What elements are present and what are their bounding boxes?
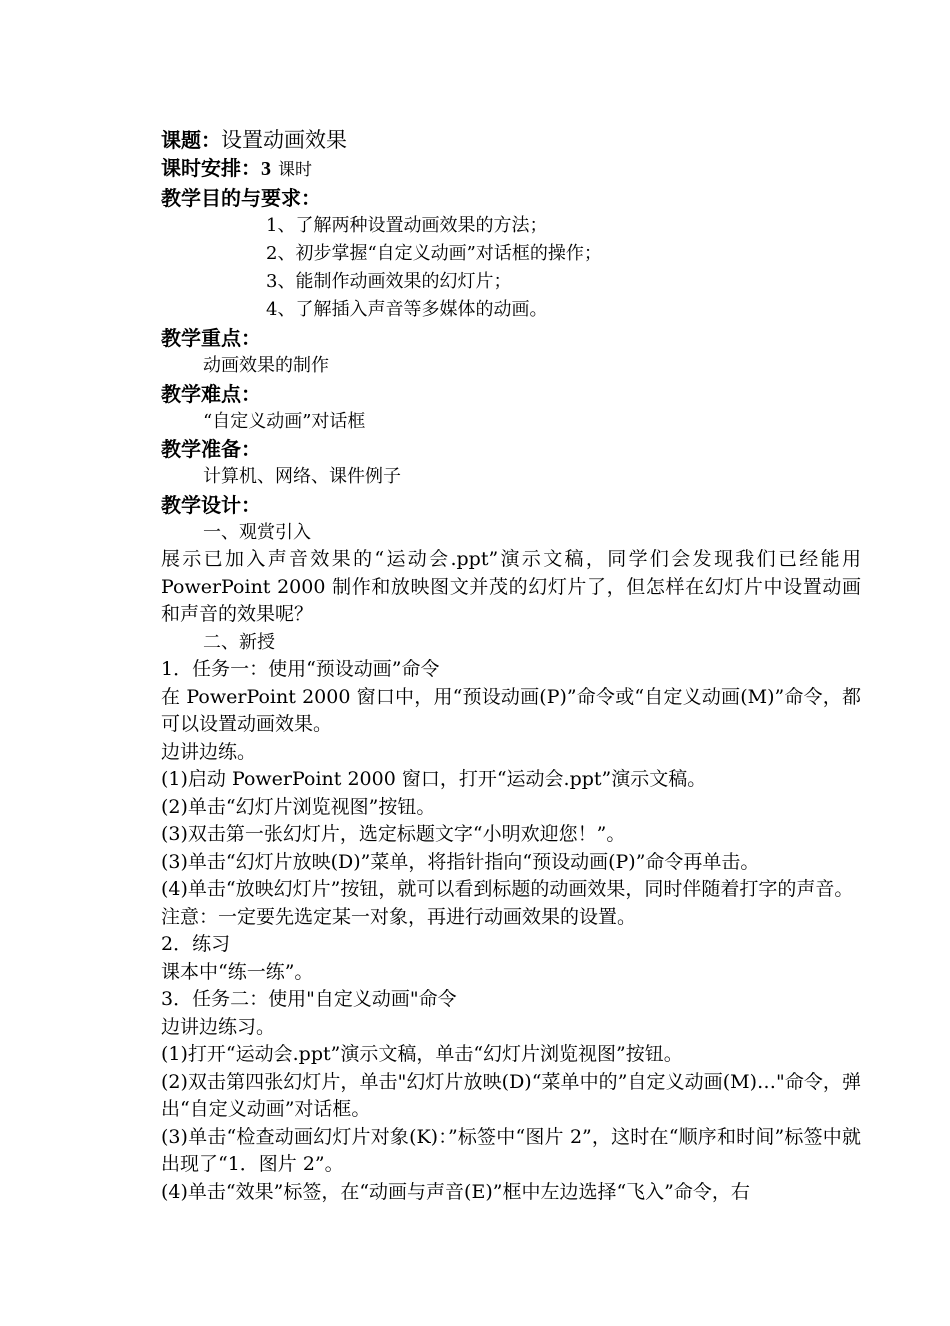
lesson-plan (161, 126, 861, 1206)
lecture-practice-2: 边讲边练习。 (161, 1015, 276, 1038)
hours-label: 课时安排： (161, 156, 261, 180)
preparation-text: 计算机、网络、课件例子 (203, 466, 401, 487)
step-item: (4)单击“效果”标签，在“动画与声音(E)”框中左边选择“飞入”命令，右 (161, 1180, 750, 1203)
step-item: (1)打开“运动会.ppt”演示文稿，单击“幻灯片浏览视图”按钮。 (161, 1043, 683, 1065)
practice-text: 课本中“练一练”。 (161, 960, 314, 983)
difficulty-heading: 教学难点： (161, 381, 261, 406)
design-heading: 教学设计： (161, 492, 261, 517)
objective-item: 4、了解插入声音等多媒体的动画。 (266, 299, 548, 320)
step-item: (3)双击第一张幻灯片，选定标题文字“小明欢迎您！”。 (161, 823, 626, 845)
step-item: (3)单击“幻灯片放映(D)”菜单，将指针指向“预设动画(P)”命令再单击。 (161, 850, 760, 873)
topic-label: 课题： (161, 128, 221, 152)
key-point-text: 动画效果的制作 (203, 355, 329, 376)
objectives-heading: 教学目的与要求： (161, 186, 321, 210)
step-item: (4)单击“放映幻灯片”按钮，就可以看到标题的动画效果，同时伴随着打字的声音。 (161, 878, 854, 900)
lecture-practice-1: 边讲边练。 (161, 740, 257, 763)
objective-item: 2、初步掌握“自定义动画”对话框的操作； (266, 243, 602, 264)
objective-item: 3、能制作动画效果的幻灯片； (266, 271, 512, 292)
difficulty-text: “自定义动画”对话框 (203, 410, 366, 432)
step-item: (1)启动 PowerPoint 2000 窗口，打开“运动会.ppt”演示文稿。 (161, 768, 707, 790)
topic-line (161, 126, 861, 154)
hours-line (161, 154, 861, 184)
task-one-title: 1．任务一：使用“预设动画”命令 (161, 658, 440, 680)
note-text: 注意：一定要先选定某一对象，再进行动画效果的设置。 (161, 905, 637, 928)
intro-paragraph: 展示已加入声音效果的“运动会.ppt”演示文稿，同学们会发现我们已经能用 PowerPoint 2000 制作和放映图文并茂的幻灯片了，但怎样在幻灯片中设置动画和声音的效果呢？ (161, 548, 861, 625)
hours-unit: 课时 (277, 160, 312, 180)
section-new: 二、新授 (203, 631, 275, 653)
hours-number: 3 (261, 158, 271, 180)
topic-value: 设置动画效果 (221, 128, 347, 152)
task-two-title: 3．任务二：使用"自定义动画"命令 (161, 988, 457, 1010)
task-one-paragraph: 在 PowerPoint 2000 窗口中，用“预设动画(P)”命令或“自定义动画(M)”命令，都可以设置动画效果。 (161, 685, 861, 735)
step-item: (2)单击“幻灯片浏览视图”按钮。 (161, 795, 436, 818)
step-item: (2)双击第四张幻灯片，单击"幻灯片放映(D)“菜单中的”自定义动画(M)…"命令，弹出“自定义动画”对话框。 (161, 1070, 861, 1120)
section-intro: 一、观赏引入 (203, 521, 311, 543)
preparation-heading: 教学准备： (161, 437, 261, 461)
objective-item: 1、了解两种设置动画效果的方法； (266, 215, 548, 236)
step-item: (3)单击“检查动画幻灯片对象(K)：”标签中“图片 2”，这时在“顺序和时间”标签中就出现了“1．图片 2”。 (161, 1125, 861, 1175)
practice-title: 2．练习 (161, 933, 231, 955)
key-point-heading: 教学重点： (161, 326, 261, 350)
